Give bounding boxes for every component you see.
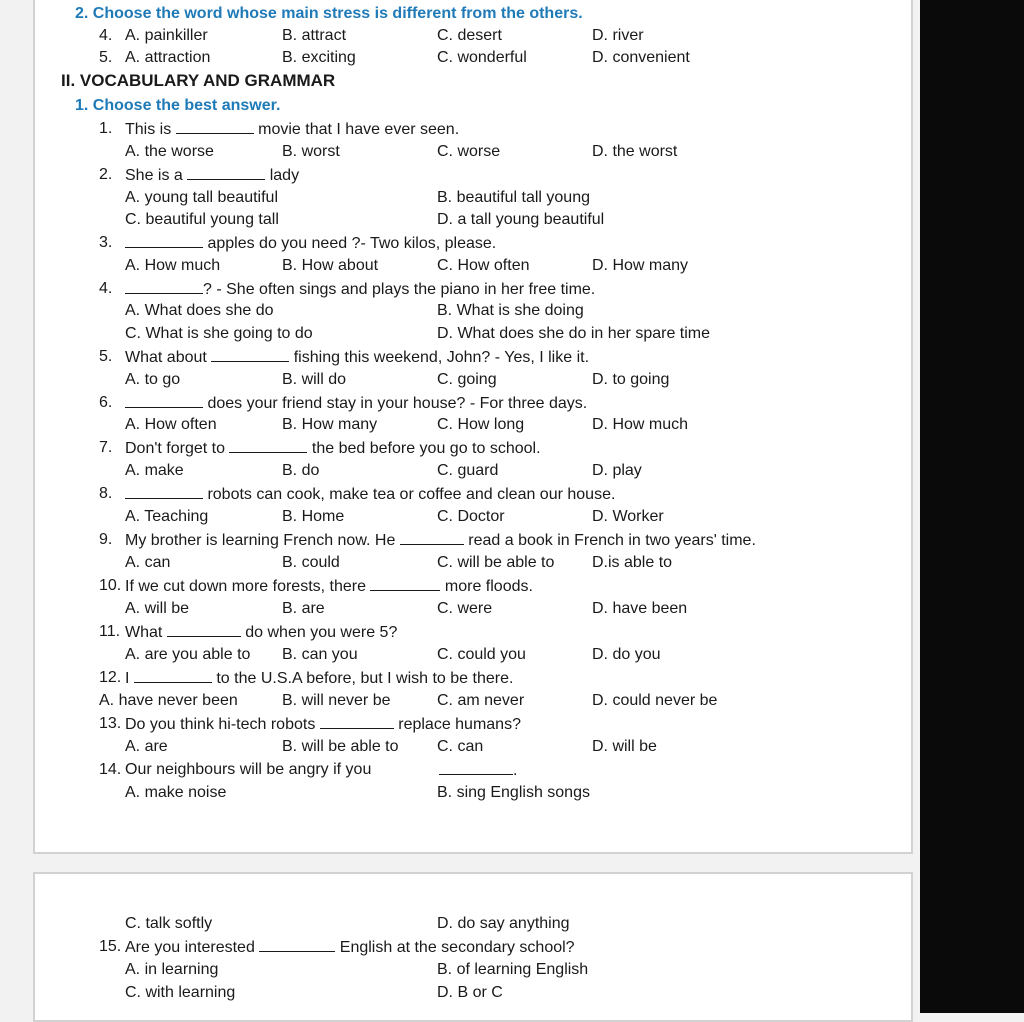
q12-blank	[134, 668, 212, 683]
worksheet-page-2	[33, 872, 913, 1022]
q7-num: 7.	[99, 439, 113, 456]
q10-option-b: B. are	[282, 600, 325, 617]
q14-option-a: A. make noise	[125, 784, 227, 801]
q2-option-d: D. a tall young beautiful	[437, 211, 605, 228]
q5-num: 5.	[99, 348, 113, 365]
q8-blank	[125, 484, 203, 499]
q6-option-b: B. How many	[282, 416, 378, 433]
q5-option-b: B. will do	[282, 371, 347, 388]
q5-option-d: D. to going	[592, 371, 670, 388]
q2-option-c: C. beautiful young tall	[125, 211, 279, 228]
q9-option-c: C. will be able to	[437, 554, 555, 571]
q4-option-d: D. What does she do in her spare time	[437, 325, 711, 342]
q10-option-d: D. have been	[592, 600, 688, 617]
q4-num: 4.	[99, 280, 113, 297]
stress-q4-num: 4.	[99, 27, 113, 44]
stress-q4-b: B. attract	[282, 27, 347, 44]
q10-option-c: C. were	[437, 600, 493, 617]
stress-heading: 2. Choose the word whose main stress is different from the others.	[75, 5, 583, 22]
q6-num: 6.	[99, 394, 113, 411]
q15-option-d: D. B or C	[437, 984, 503, 1001]
q8-option-a: A. Teaching	[125, 508, 209, 525]
q4-blank	[125, 279, 203, 294]
q11-num: 11.	[99, 623, 121, 640]
q9-option-a: A. can	[125, 554, 171, 571]
q15-option-c: C. with learning	[125, 984, 236, 1001]
q3-blank	[125, 233, 203, 248]
q5-blank	[211, 347, 289, 362]
q1-option-b: B. worst	[282, 143, 340, 160]
q13-option-b: B. will be able to	[282, 738, 399, 755]
q14-num: 14.	[99, 761, 122, 778]
q15-stem: Are you interested English at the secondary school?	[125, 939, 575, 956]
q1-blank	[176, 119, 254, 134]
q4-option-a: A. What does she do	[125, 302, 274, 319]
q12-stem: I to the U.S.A before, but I wish to be there.	[125, 670, 514, 687]
q8-num: 8.	[99, 485, 113, 502]
q13-option-d: D. will be	[592, 738, 657, 755]
q14-option-b: B. sing English songs	[437, 784, 590, 801]
q15-option-a: A. in learning	[125, 961, 219, 978]
q11-option-a: A. are you able to	[125, 646, 251, 663]
q5-option-a: A. to go	[125, 371, 181, 388]
q12-option-c: C. am never	[437, 692, 525, 709]
q1-stem: This is movie that I have ever seen.	[125, 121, 460, 138]
q13-option-c: C. can	[437, 738, 484, 755]
q8-option-b: B. Home	[282, 508, 345, 525]
q7-option-c: C. guard	[437, 462, 499, 479]
q7-option-d: D. play	[592, 462, 642, 479]
q15-num: 15.	[99, 938, 122, 955]
q6-option-c: C. How long	[437, 416, 525, 433]
q3-num: 3.	[99, 234, 113, 251]
q8-option-c: C. Doctor	[437, 508, 505, 525]
q15-option-b: B. of learning English	[437, 961, 589, 978]
stress-q4-d: D. river	[592, 27, 644, 44]
screen-edge-band	[920, 0, 1024, 1013]
q8-stem: robots can cook, make tea or coffee and clean our house.	[125, 484, 615, 504]
q9-option-d: D.is able to	[592, 554, 673, 571]
q2-num: 2.	[99, 166, 113, 183]
q12-option-a: A. have never been	[99, 692, 238, 709]
q7-option-a: A. make	[125, 462, 184, 479]
stress-q4-a: A. painkiller	[125, 27, 208, 44]
q9-num: 9.	[99, 531, 113, 548]
q11-option-d: D. do you	[592, 646, 661, 663]
q6-blank	[125, 393, 203, 408]
q3-option-c: C. How often	[437, 257, 530, 274]
q2-option-a: A. young tall beautiful	[125, 189, 278, 206]
q4-option-b: B. What is she doing	[437, 302, 584, 319]
q1-num: 1.	[99, 120, 113, 137]
q10-blank	[370, 576, 440, 591]
q11-stem: What do when you were 5?	[125, 624, 398, 641]
q9-option-b: B. could	[282, 554, 340, 571]
q6-option-a: A. How often	[125, 416, 217, 433]
stress-q5-a: A. attraction	[125, 49, 211, 66]
q11-option-b: B. can you	[282, 646, 358, 663]
q5-stem: What about fishing this weekend, John? - Yes, I like it.	[125, 349, 590, 366]
section-subheading: 1. Choose the best answer.	[75, 97, 281, 114]
q5-option-c: C. going	[437, 371, 497, 388]
stress-q5-num: 5.	[99, 49, 113, 66]
q3-option-d: D. How many	[592, 257, 689, 274]
q4-option-c: C. What is she going to do	[125, 325, 313, 342]
q8-option-d: D. Worker	[592, 508, 664, 525]
q13-num: 13.	[99, 715, 122, 732]
q7-option-b: B. do	[282, 462, 320, 479]
q3-option-a: A. How much	[125, 257, 221, 274]
q14-option-d: D. do say anything	[437, 915, 570, 932]
q14-blank-line: .	[439, 760, 517, 780]
q7-stem: Don't forget to the bed before you go to school.	[125, 440, 541, 457]
stress-q4-c: C. desert	[437, 27, 502, 44]
q13-stem: Do you think hi-tech robots replace humans?	[125, 716, 521, 733]
q2-blank	[187, 165, 265, 180]
q1-option-d: D. the worst	[592, 143, 678, 160]
q10-stem: If we cut down more forests, there more floods.	[125, 578, 533, 595]
q4-stem: ? - She often sings and plays the piano in her free time.	[125, 279, 595, 299]
q11-option-c: C. could you	[437, 646, 526, 663]
q11-blank	[167, 622, 241, 637]
q2-option-b: B. beautiful tall young	[437, 189, 590, 206]
q9-blank	[400, 530, 464, 545]
stress-q5-d: D. convenient	[592, 49, 690, 66]
q14-blank	[439, 760, 513, 775]
q6-option-d: D. How much	[592, 416, 689, 433]
q10-option-a: A. will be	[125, 600, 190, 617]
q12-num: 12.	[99, 669, 122, 686]
q3-option-b: B. How about	[282, 257, 379, 274]
q6-stem: does your friend stay in your house? - For three days.	[125, 393, 587, 413]
q14-stem: Our neighbours will be angry if you	[125, 761, 372, 778]
stress-q5-c: C. wonderful	[437, 49, 527, 66]
q12-option-b: B. will never be	[282, 692, 391, 709]
q2-stem: She is a lady	[125, 167, 300, 184]
q9-stem: My brother is learning French now. He read a book in French in two years' time.	[125, 532, 756, 549]
q12-option-d: D. could never be	[592, 692, 718, 709]
q13-blank	[320, 714, 394, 729]
q13-option-a: A. are	[125, 738, 168, 755]
worksheet-page-1	[33, 0, 913, 854]
stress-q5-b: B. exciting	[282, 49, 356, 66]
q14-option-c: C. talk softly	[125, 915, 213, 932]
q3-stem: apples do you need ?- Two kilos, please.	[125, 233, 496, 253]
q1-option-a: A. the worse	[125, 143, 214, 160]
q7-blank	[229, 438, 307, 453]
q15-blank	[259, 937, 335, 952]
q10-num: 10.	[99, 577, 122, 594]
section-title: II. VOCABULARY AND GRAMMAR	[61, 71, 336, 90]
q1-option-c: C. worse	[437, 143, 501, 160]
